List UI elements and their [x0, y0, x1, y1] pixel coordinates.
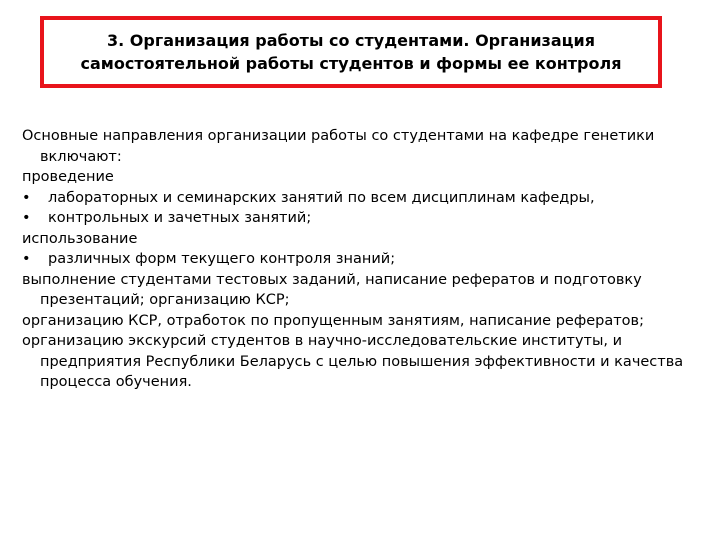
slide-title-line-2: самостоятельной работы студентов и формы ее контроля: [80, 54, 622, 73]
slide-title-line-1: 3. Организация работы со студентами. Организация: [107, 31, 595, 50]
list-item-text: контрольных и зачетных занятий;: [48, 210, 312, 226]
bullet-icon: •: [22, 189, 31, 206]
heading-use: использование: [22, 230, 138, 247]
list-item: [22, 208, 702, 229]
list-item: [22, 188, 702, 209]
slide-title: [71, 29, 632, 75]
bullet-icon: •: [22, 210, 31, 226]
slide-title-box: [40, 16, 662, 88]
excursions-paragraph: организацию экскурсий студентов в научно-исследовательские институты, и предприятия Республики Беларусь с целью повышения эффективности и качества процесса обучения.: [22, 333, 684, 390]
list-item-text: различных форм текущего контроля знаний;: [48, 251, 396, 267]
intro-paragraph: Основные направления организации работы со студентами на кафедре генетики включают:: [22, 128, 655, 165]
ksr-paragraph: организацию КСР, отработок по пропущенным занятиям, написание рефератов;: [22, 312, 644, 329]
bullet-icon: •: [22, 251, 31, 267]
list-item-text: лабораторных и семинарских занятий по всем дисциплинам кафедры,: [48, 189, 595, 206]
heading-conduct: проведение: [22, 169, 114, 185]
list-item: [22, 249, 702, 270]
slide-body: [22, 126, 702, 393]
execution-paragraph: выполнение студентами тестовых заданий, написание рефератов и подготовку презентаций; организацию КСР;: [22, 271, 642, 308]
